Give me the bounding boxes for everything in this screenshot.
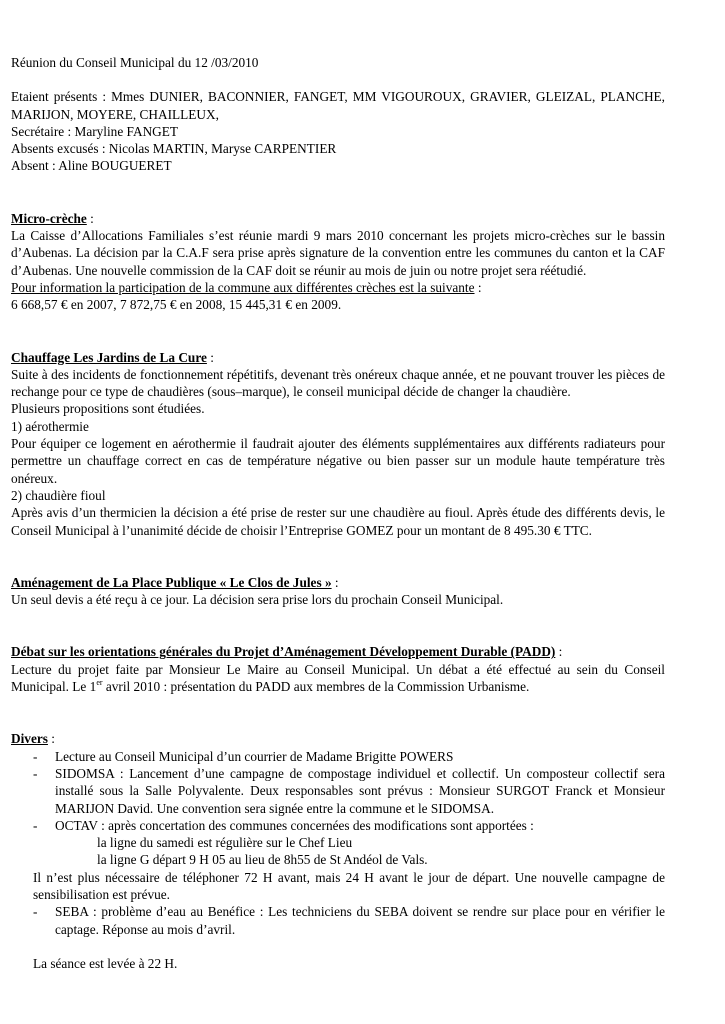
attendance-absent: Absent : Aline BOUGUERET — [11, 158, 172, 174]
document-title: Réunion du Conseil Municipal du 12 /03/2010 — [11, 55, 259, 70]
section-heading-micro-creche — [11, 210, 665, 227]
padd-heading-suffix: : — [555, 644, 563, 660]
micro-creche-info-suffix: : — [474, 279, 482, 295]
chauffage-option1-title: 1) aérothermie — [11, 418, 89, 434]
padd-body — [11, 661, 665, 696]
chauffage-propositions: Plusieurs propositions sont étudiées. — [11, 401, 205, 417]
chauffage-option1-body: Pour équiper ce logement en aérothermie il faudrait ajouter des éléments supplémentaires aux différents radiateurs pour permettre un chauffage correct en cas de température négative ou bien passer sur un module haute température très onéreux. — [11, 436, 665, 486]
padd-heading: Débat sur les orientations générales du Projet d’Aménagement Développement Durable (PADD) — [11, 644, 556, 660]
octav-followup: Il n’est plus nécessaire de téléphoner 72 H avant, mais 24 H avant le jour de départ. Une nouvelle campagne de sensibilisation est prévue. — [33, 869, 665, 902]
micro-creche-amounts: 6 668,57 € en 2007, 7 872,75 € en 2008, 15 445,31 € en 2009. — [11, 297, 342, 313]
divers-heading: Divers — [11, 731, 48, 747]
micro-creche-heading: Micro-crèche — [11, 210, 87, 226]
divers-item-sidomsa: - SIDOMSA : Lancement d’une campagne de compostage individuel et collectif. Un composteur collectif sera installé sous la Salle Polyvalente. Deux responsables sont prévus : Monsieur SURGOT Franck et Monsieur MARIJON David. Une convention sera signée entre la commune et le SIDOMSA. — [11, 765, 665, 817]
attendance-presents: Etaient présents : Mmes DUNIER, BACONNIER, FANGET, MM VIGOUROUX, GRAVIER, GLEIZAL, PLANCHE, MARIJON, MOYERE, CHAILLEUX, — [11, 89, 665, 122]
section-heading-divers — [11, 730, 665, 747]
micro-creche-body: La Caisse d’Allocations Familiales s’est réunie mardi 9 mars 2010 concernant les projets micro-crèches sur le bassin d’Aubenas. La décision par la C.A.F sera prise après signature de la convention entre les communes du canton et la CAF d’Aubenas. Une nouvelle commission de la CAF doit se réunir au mois de juin ou notre projet sera réétudié. — [11, 228, 665, 278]
place-publique-heading-suffix: : — [331, 574, 339, 590]
chauffage-heading: Chauffage Les Jardins de La Cure — [11, 349, 207, 365]
divers-list-continued — [11, 903, 665, 938]
chauffage-intro: Suite à des incidents de fonctionnement répétitifs, devenant très onéreux chaque année, et ne pouvant trouver les pièces de rechange pour ce type de chaudières (sous–marque), le conseil municipal décide de changer la chaudière. — [11, 366, 665, 400]
section-heading-chauffage — [11, 349, 665, 366]
divers-heading-suffix: : — [47, 731, 55, 747]
closing-statement: La séance est levée à 22 H. — [33, 955, 178, 971]
divers-list — [11, 748, 665, 834]
chauffage-option2-title: 2) chaudière fioul — [11, 487, 106, 503]
place-publique-heading: Aménagement de La Place Publique « Le Clos de Jules » — [11, 574, 332, 590]
micro-creche-info-text: Pour information la participation de la commune aux différentes crèches est la suivante — [11, 279, 475, 295]
attendance-excused: Absents excusés : Nicolas MARTIN, Maryse CARPENTIER — [11, 141, 337, 157]
chauffage-heading-suffix: : — [206, 349, 214, 365]
divers-item-seba: - SEBA : problème d’eau au Benéfice : Les techniciens du SEBA doivent se rendre sur place pour en vérifier le captage. Réponse au mois d’avril. — [11, 903, 665, 938]
micro-creche-heading-suffix: : — [86, 210, 94, 226]
divers-item-powers: - Lecture au Conseil Municipal d’un courrier de Madame Brigitte POWERS — [11, 748, 665, 765]
octav-line-samedi: la ligne du samedi est régulière sur le Chef Lieu — [97, 835, 353, 851]
divers-item-octav: - OCTAV : après concertation des communes concernées des modifications sont apportées : — [11, 817, 665, 834]
chauffage-option2-body: Après avis d’un thermicien la décision a été prise de rester sur une chaudière au fioul. Après étude des différents devis, le Conseil Municipal à l’unanimité décide de choisir l’Entreprise GOMEZ pour un montant de 8 495.30 € TTC. — [11, 505, 665, 538]
micro-creche-info — [11, 279, 665, 296]
place-publique-body: Un seul devis a été reçu à ce jour. La décision sera prise lors du prochain Conseil Municipal. — [11, 592, 504, 608]
octav-line-g: la ligne G départ 9 H 05 au lieu de 8h55 de St Andéol de Vals. — [97, 852, 428, 868]
padd-body-superscript: er — [96, 677, 103, 687]
section-heading-place-publique — [11, 574, 665, 591]
padd-body-part1: Lecture du projet faite par Monsieur Le Maire au Conseil Municipal. Un débat a été effectué au sein du Conseil Municipal. Le 1 — [11, 661, 665, 695]
section-heading-padd — [11, 643, 665, 660]
padd-body-part2: avril 2010 : présentation du PADD aux membres de la Commission Urbanisme. — [102, 679, 530, 695]
attendance-secretary: Secrétaire : Maryline FANGET — [11, 123, 179, 139]
